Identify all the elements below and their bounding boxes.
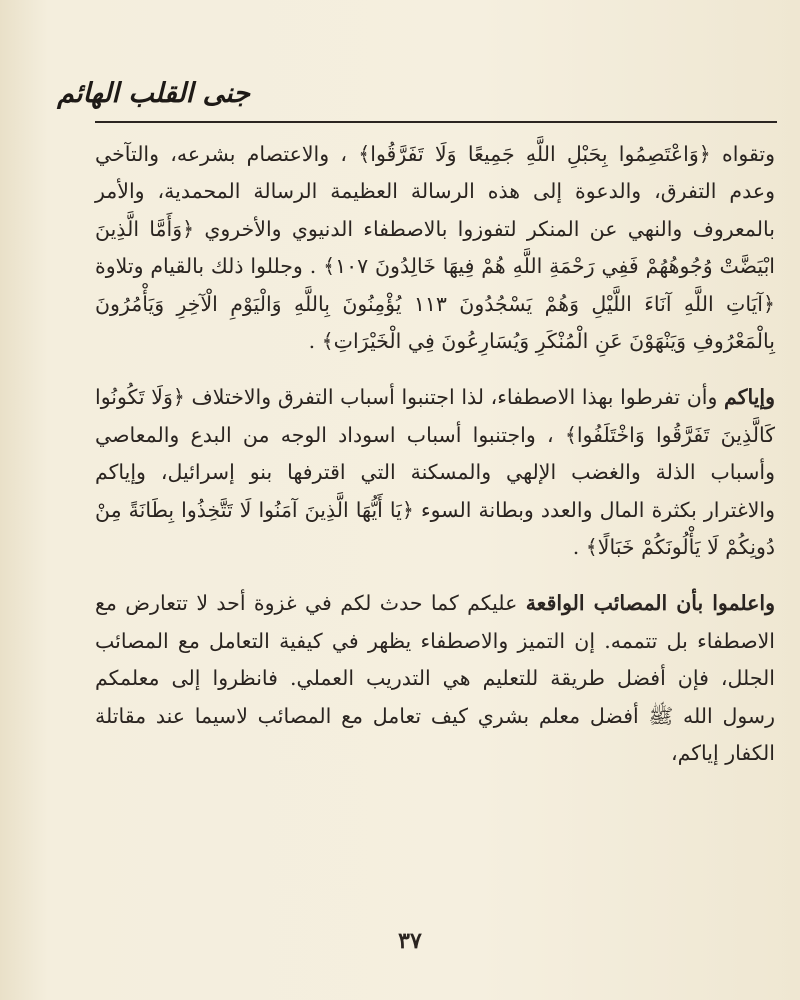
header-rule — [95, 121, 777, 123]
paragraph-3-text: عليكم كما حدث لكم في غزوة أحد لا تتعارض مع الاصطفاء بل تتممه. إن التميز والاصطفاء يظهر في كيفية التعامل مع المصائب الجلل، فإن أفضل طريقة للتعليم هي التدريب العملي. فانظروا إلى معلمكم رسول الله ﷺ أفضل معلم بشري كيف تعامل مع المصائب لاسيما عند مقاتلة الكفار إياكم، — [95, 591, 775, 766]
paragraph-2-text: وأن تفرطوا بهذا الاصطفاء، لذا اجتنبوا أسباب التفرق والاختلاف ﴿وَلَا تَكُونُوا كَالَّذِينَ تَفَرَّقُوا وَاخْتَلَفُوا﴾ ، واجتنبوا أسباب اسوداد الوجه من البدع والمعاصي وأسباب الذلة والغضب الإلهي والمسكنة التي اقترفها بنو إسرائيل، وإياكم والاغترار بكثرة المال والعدد وبطانة السوء ﴿يَا أَيُّهَا الَّذِينَ آمَنُوا لَا تَتَّخِذُوا بِطَانَةً مِنْ دُونِكُمْ لَا يَأْلُونَكُمْ خَبَالًا﴾ . — [95, 385, 775, 560]
paragraph-1 — [95, 136, 775, 360]
paragraph-1-text: وتقواه ﴿وَاعْتَصِمُوا بِحَبْلِ اللَّهِ جَمِيعًا وَلَا تَفَرَّقُوا﴾ ، والاعتصام بشرعه، والتآخي وعدم التفرق، والدعوة إلى هذه الرسالة العظيمة الرسالة المحمدية، والأمر بالمعروف والنهي عن المنكر لتفوزوا بالاصطفاء الدنيوي والأخروي ﴿وَأَمَّا الَّذِينَ ابْيَضَّتْ وُجُوهُهُمْ فَفِي رَحْمَةِ اللَّهِ هُمْ فِيهَا خَالِدُونَ ١٠٧﴾ . وجللوا ذلك بالقيام وتلاوة ﴿آيَاتِ اللَّهِ آنَاءَ اللَّيْلِ وَهُمْ يَسْجُدُونَ ١١٣ يُؤْمِنُونَ بِاللَّهِ وَالْيَوْمِ الْآخِرِ وَيَأْمُرُونَ بِالْمَعْرُوفِ وَيَنْهَوْنَ عَنِ الْمُنْكَرِ وَيُسَارِعُونَ فِي الْخَيْرَاتِ﴾ . — [95, 142, 775, 354]
running-header-title: جنى القلب الهائم — [57, 78, 250, 109]
paragraph-2 — [95, 379, 775, 566]
paragraph-3 — [95, 585, 775, 772]
page-number: ٣٧ — [398, 928, 422, 954]
page-body — [95, 136, 775, 773]
paragraph-3-lead: واعلموا بأن المصائب الواقعة — [525, 591, 775, 616]
paragraph-2-lead: وإياكم — [724, 385, 775, 410]
